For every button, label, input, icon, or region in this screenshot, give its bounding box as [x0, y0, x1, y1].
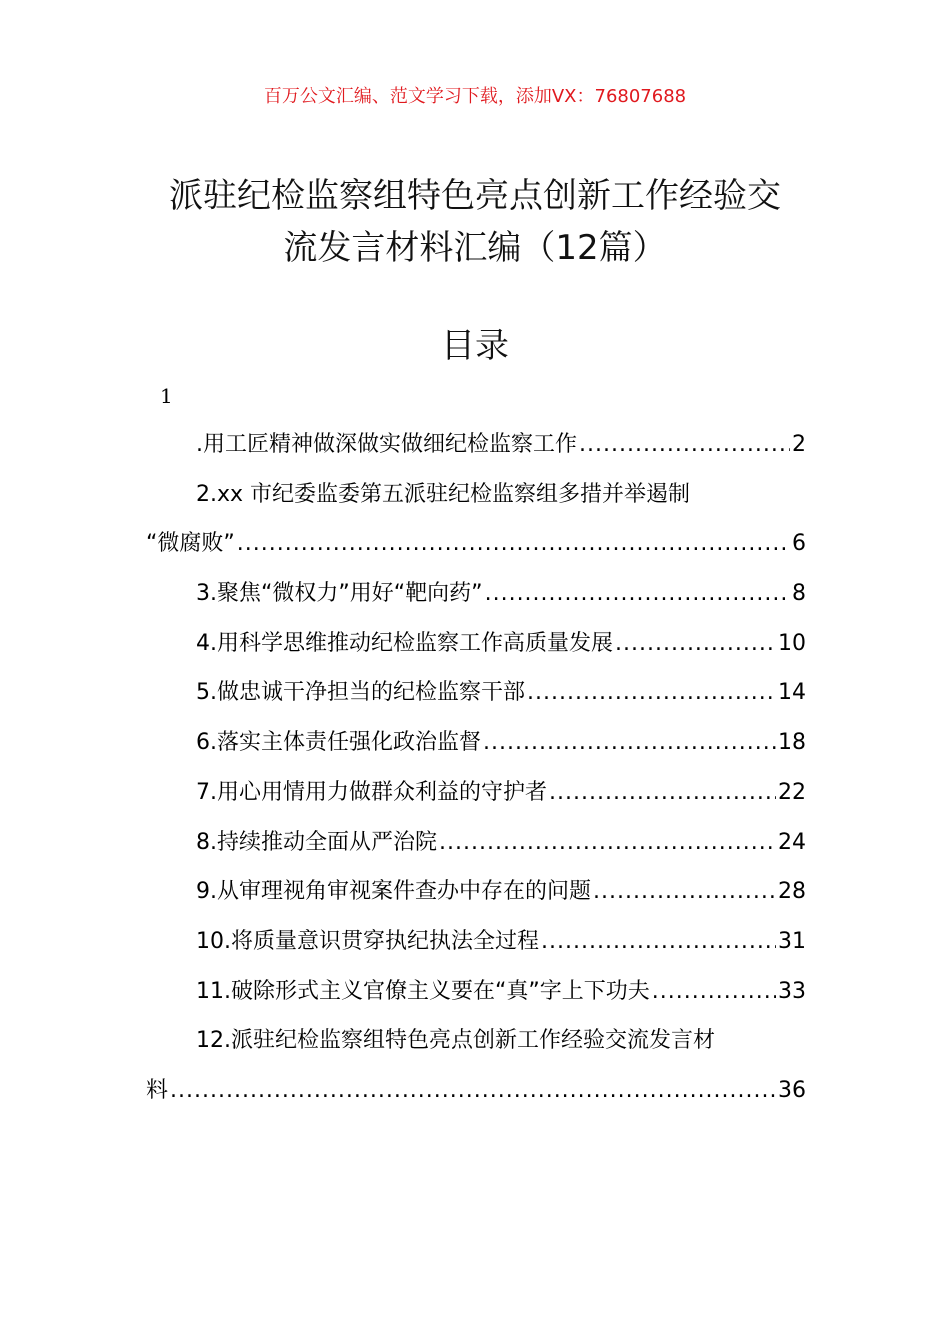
toc-entry-title-cont: “微腐败” [146, 531, 235, 557]
toc-entry-2-line1[interactable] [146, 470, 806, 520]
title-line-1: 派驻纪检监察组特色亮点创新工作经验交 [169, 176, 781, 216]
toc-page-number: 14 [778, 680, 806, 706]
toc-page-number: 28 [778, 879, 806, 905]
toc-entry-title: 2.xx 市纪委监委第五派驻纪检监察组多措并举遏制 [196, 481, 691, 507]
toc-page-number: 24 [778, 829, 806, 855]
leader-dots [439, 818, 776, 868]
toc-entry-1[interactable] [146, 420, 806, 470]
leader-dots [485, 569, 790, 619]
leader-dots [615, 619, 776, 669]
toc-entry-title-cont: 料 [146, 1077, 169, 1103]
leader-dots [170, 1066, 776, 1116]
toc-entry-title: 7.用心用情用力做群众利益的守护者 [196, 779, 547, 805]
toc-entry-6[interactable] [146, 718, 806, 768]
toc-entry-title: 9.从审理视角审视案件查办中存在的问题 [196, 879, 591, 905]
document-title [0, 170, 950, 274]
leader-dots [237, 519, 790, 569]
toc-entry-title: 11.破除形式主义官僚主义要在“真”字上下功夫 [196, 978, 650, 1004]
toc-entry-2-line2[interactable] [146, 519, 806, 569]
leader-dots [549, 768, 776, 818]
leader-dots [527, 668, 776, 718]
toc-entry-title: 3.聚焦“微权力”用好“靶向药” [196, 581, 483, 607]
toc-entry-9[interactable] [146, 867, 806, 917]
leader-dots [483, 718, 776, 768]
toc-entry-title: 12.派驻纪检监察组特色亮点创新工作经验交流发言材 [196, 1028, 715, 1054]
toc-page-number: 8 [792, 581, 806, 607]
toc-page-number: 33 [778, 978, 806, 1004]
toc-entry-3[interactable] [146, 569, 806, 619]
toc-page-number: 22 [778, 779, 806, 805]
toc-page-number: 36 [778, 1077, 806, 1103]
leader-dots [593, 867, 776, 917]
table-of-contents [146, 420, 806, 1116]
toc-entry-5[interactable] [146, 668, 806, 718]
watermark-banner: 百万公文汇编、范文学习下载，添加VX：76807688 [263, 86, 687, 107]
toc-entry-11[interactable] [146, 967, 806, 1017]
toc-entry-title: .用工匠精神做深做实做细纪检监察工作 [196, 432, 577, 457]
toc-entry-8[interactable] [146, 818, 806, 868]
leader-dots [541, 917, 776, 967]
leader-dots [652, 967, 776, 1017]
toc-page-number: 10 [778, 630, 806, 656]
toc-entry-title: 4.用科学思维推动纪检监察工作高质量发展 [196, 630, 613, 656]
toc-entry-title: 5.做忠诚干净担当的纪检监察干部 [196, 680, 525, 706]
toc-entry-title: 6.落实主体责任强化政治监督 [196, 730, 481, 756]
toc-entry-10[interactable] [146, 917, 806, 967]
stray-number: 1 [160, 384, 173, 408]
toc-page-number: 31 [778, 928, 806, 954]
toc-entry-7[interactable] [146, 768, 806, 818]
toc-entry-4[interactable] [146, 619, 806, 669]
toc-entry-title: 8.持续推动全面从严治院 [196, 829, 437, 855]
toc-heading: 目录 [441, 326, 509, 366]
title-line-2: 流发言材料汇编（12篇） [283, 228, 667, 268]
leader-dots [579, 420, 790, 470]
toc-entry-title: 10.将质量意识贯穿执纪执法全过程 [196, 928, 539, 954]
toc-page-number: 18 [778, 730, 806, 756]
toc-page-number: 2 [792, 432, 806, 457]
toc-entry-12-line2[interactable] [146, 1066, 806, 1116]
toc-entry-12-line1[interactable] [146, 1016, 806, 1066]
toc-page-number: 6 [792, 531, 806, 557]
